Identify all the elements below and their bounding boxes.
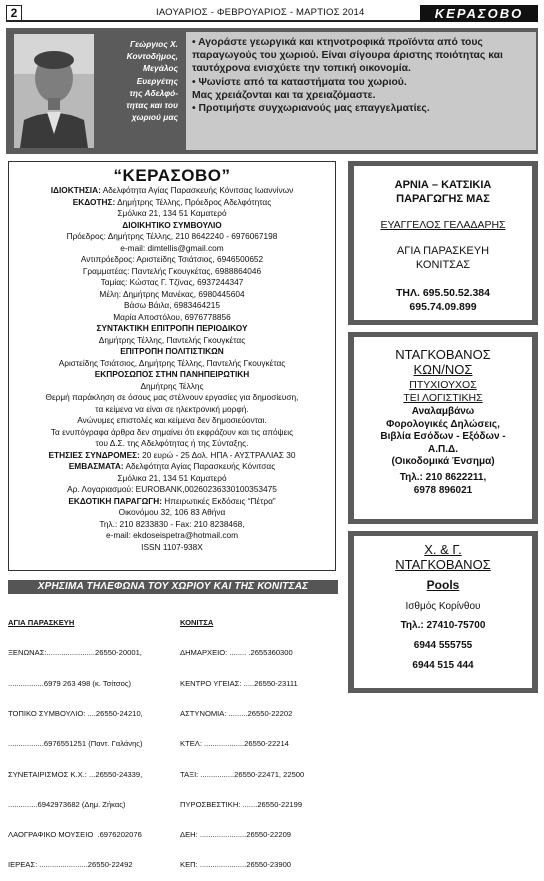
print-line: ΕΚΔΟΤΙΚΗ ΠΑΡΑΓΩΓΗ: Ηπειρωτικές Εκδόσεις “Πέτρα”: [68, 495, 276, 506]
masthead-title: “ΚΕΡΑΣΟΒΟ”: [113, 166, 231, 185]
notice-2: • Ψωνίστε από τα καταστήματα του χωριού.: [192, 76, 407, 88]
phone-entry: ΞΕΝΩΝΑΣ:.......................26550-20001,: [8, 648, 142, 658]
phones-konitsa-heading: ΚΟΝΙΤΣΑ: [180, 618, 214, 628]
phones-konitsa: [180, 598, 338, 881]
address-line: Σμόλικα 21, 134 51 Καματερό: [117, 472, 227, 483]
notice-4: • Προτιμήστε συγχωριανούς μας επαγγελματίες.: [192, 103, 430, 115]
note-line: Ανώνυμες επιστολές και κείμενα δεν δημοσιεύονται.: [77, 415, 267, 425]
board-line: Βάσω Βάιλα, 6983464215: [124, 300, 220, 310]
phones-village-heading: ΑΓΙΑ ΠΑΡΑΣΚΕΥΗ: [8, 618, 75, 628]
editorial-line: Δημήτρης Τέλλης, Παντελής Γκουγκέτας: [98, 334, 246, 345]
portrait-image: [14, 34, 94, 148]
email-line: e-mail: ekdoseispetra@hotmail.com: [105, 530, 238, 540]
board-line: Γραμματέας: Παντελής Γκουγκέτας, 6988864046: [82, 265, 262, 276]
note-line: του Δ.Σ. της Αδελφότητας ή της Σύνταξης.: [95, 438, 249, 448]
phones-title: ΧΡΗΣΙΜΑ ΤΗΛΕΦΩΝΑ ΤΟΥ ΧΩΡΙΟΥ ΚΑΙ ΤΗΣ ΚΟΝΙΤΣΑΣ: [8, 580, 338, 594]
page-header: [6, 5, 538, 22]
rep-line: Δημήτρης Τέλλης: [140, 380, 204, 391]
issue-date: ΙΑΟΥΑΡΙΟΣ - ΦΕΒΡΟΥΑΡΙΟΣ - ΜΑΡΤΙΟΣ 2014: [156, 7, 365, 18]
ad1-name: ΕΥΑΓΓΕΛΟΣ ΓΕΛΑΔΑΡΗΣ: [380, 219, 506, 231]
phone-entry: ΤΟΠΙΚΟ ΣΥΜΒΟΥΛΙΟ: ....26550-24210,: [8, 709, 143, 719]
phone-entry: ΛΑΟΓΡΑΦΙΚΟ ΜΟΥΣΕΙΟ .6976202076: [8, 830, 142, 840]
phone-entry: .................6976551251 (Παντ. Γαλάνης): [8, 739, 143, 749]
ad3-business: Pools: [426, 578, 460, 592]
board-line: e-mail: dimtellis@gmail.com: [120, 242, 224, 253]
ownership-line: ΙΔΙΟΚΤΗΣΙΑ: Αδελφότητα Αγίας Παρασκευής Κόνιτσας Ιωαννίνων: [50, 185, 294, 195]
board-line: Πρόεδρος: Δημήτρης Τέλλης, 210 8642240 - 6976067198: [66, 231, 278, 241]
note-line: Θερμή παράκληση σε όσους μας στέλνουν εργασίες για δημοσίευση,: [45, 392, 299, 402]
notice-1: • Αγοράστε γεωργικά και κτηνοτροφικά προϊόντα από τους παραγωγούς του χωριού. Είναι σίγουρα άριστης ποιότητας και ταυτόχρονα ενισχύετε την τοπική οικονομία.: [192, 37, 503, 75]
phone-entry: ΔΗΜΑΡΧΕΙΟ: ........ .2655360300: [180, 648, 293, 658]
tel-line: Τηλ.: 210 8233830 - Fax: 210 8238468,: [99, 518, 245, 529]
masthead-info: [8, 161, 336, 571]
phones-village: [8, 598, 176, 881]
board-line: Μέλη: Δημήτρης Μανέκας, 6980445604: [99, 288, 245, 299]
board-line: Αντιπρόεδρος: Αριστείδης Τσιάτσιος, 6946500652: [80, 254, 264, 264]
phone-entry: ΙΕΡΕΑΣ: .......................26550-22492: [8, 860, 133, 870]
phone-entry: ΚΤΕΛ: ...................26550-22214: [180, 739, 289, 749]
phone-entry: ΚΕΝΤΡΟ ΥΓΕΙΑΣ: .....26550-23111: [180, 678, 298, 688]
note-line: Τα ενυπόγραφα άρθρα δεν σημαίνει ότι εκφράζουν και τις απόψεις: [50, 426, 294, 437]
phone-entry: .................6979 263 498 (κ. Τσίτσος): [8, 678, 132, 688]
photo-caption: Γεώργιος Χ. Κοντοδήμος, Μεγάλος Ευεργέτης της Αδελφό- τητας και του χωριού μας: [126, 39, 178, 123]
phone-entry: ΤΑΞΙ: ................26550-22471, 22500: [180, 769, 305, 779]
issn-line: ISSN 1107-938X: [141, 541, 203, 552]
editorial-heading: ΣΥΝΤΑΚΤΙΚΗ ΕΠΙΤΡΟΠΗ ΠΕΡΙΟΔΙΚΟΥ: [96, 323, 248, 333]
phone-entry: ΑΣΤΥΝΟΜΙΑ: .........26550-22202: [180, 709, 293, 719]
notice-box: [186, 32, 536, 150]
ad-accountant: ΝΤΑΓΚΟΒΑΝΟΣ ΚΩΝ/ΝΟΣ ΠΤΥΧΙΟΥΧΟΣ ΤΕΙ ΛΟΓΙΣΤΙΚΗΣ Αναλαμβάνω Φορολογικές Δηλώσεις, Βιβλία Εσόδων - Εξόδων - Α.Π.Δ. (Οικοδομικά Ένσημα) Τηλ.: 210 8622211, 6978 896021: [348, 332, 538, 524]
newspaper-logo: ΚΕΡΑΣΟΒΟ: [420, 5, 538, 22]
rep-heading: ΕΚΠΡΟΣΩΠΟΣ ΣΤΗΝ ΠΑΝΗΠΕΙΡΩΤΙΚΗ: [94, 369, 250, 379]
culture-heading: ΕΠΙΤΡΟΠΗ ΠΟΛΙΤΙΣΤΙΚΩΝ: [120, 346, 224, 356]
board-line: Μαρία Αποστόλου, 6976778856: [113, 311, 231, 322]
address-line: Σμόλικα 21, 134 51 Καματερό: [117, 208, 227, 218]
benefactor-photo: [14, 34, 94, 148]
subscriptions-line: ΕΤΗΣΙΕΣ ΣΥΝΔΡΟΜΕΣ: 20 ευρώ - 25 Δολ. ΗΠΑ - ΑΥΣΤΡΑΛΙΑΣ 30: [48, 449, 296, 460]
note-line: τα κείμενα να είναι σε ηλεκτρονική μορφή.: [95, 403, 249, 414]
board-line: Ταμίας: Κώστας Γ. Τζίνας, 6937244347: [100, 277, 244, 287]
account-line: Αρ. Λογαριασμού: EUROBANK,0026023633010035347​5: [67, 484, 277, 494]
phone-entry: ..............6942973682 (Δημ. Ζήκας): [8, 799, 126, 809]
print-address-line: Οικονόμου 32, 106 83 Αθήνα: [118, 507, 226, 517]
culture-line: Αριστείδης Τσιάτσιος, Δημήτρης Τέλλης, Παντελής Γκουγκέτας: [58, 357, 286, 368]
page-number: 2: [6, 5, 22, 22]
phone-entry: ΚΕΠ: ......................26550-23900: [180, 860, 292, 870]
board-heading: ΔΙΟΙΚΗΤΙΚΟ ΣΥΜΒΟΥΛΙΟ: [122, 219, 222, 230]
top-banner: [6, 28, 538, 154]
publisher-line: ΕΚΔΟΤΗΣ: Δημήτρης Τέλλης, Πρόεδρος Αδελφότητας: [72, 196, 272, 207]
phone-entry: ΠΥΡΟΣΒΕΣΤΙΚΗ: .......26550-22199: [180, 799, 303, 809]
notice-3: Μας χρειάζονται και τα χρειαζόμαστε.: [192, 89, 376, 101]
phone-entry: ΣΥΝΕΤΑΙΡΙΣΜΟΣ Κ.Χ.: ...26550-24339,: [8, 769, 143, 779]
phone-entry: ΔΕΗ: ......................26550-22209: [180, 830, 292, 840]
ad-pools: Χ. & Γ. ΝΤΑΓΚΟΒΑΝΟΣ Pools Ισθμός Κορίνθου Τηλ.: 27410-75700 6944 555755 6944 515 444: [348, 531, 538, 693]
remittance-line: ΕΜΒΑΣΜΑΤΑ: Αδελφότητα Αγίας Παρασκευής Κόνιτσας: [68, 461, 276, 471]
ad-lambs-goats: ΑΡΝΙΑ – ΚΑΤΣΙΚΙΑ ΠΑΡΑΓΩΓΗΣ ΜΑΣ ΕΥΑΓΓΕΛΟΣ ΓΕΛΑΔΑΡΗΣ ΑΓΙΑ ΠΑΡΑΣΚΕΥΗ ΚΟΝΙΤΣΑΣ ΤΗΛ. 695.50.52.384 695.74.09.899: [348, 161, 538, 325]
